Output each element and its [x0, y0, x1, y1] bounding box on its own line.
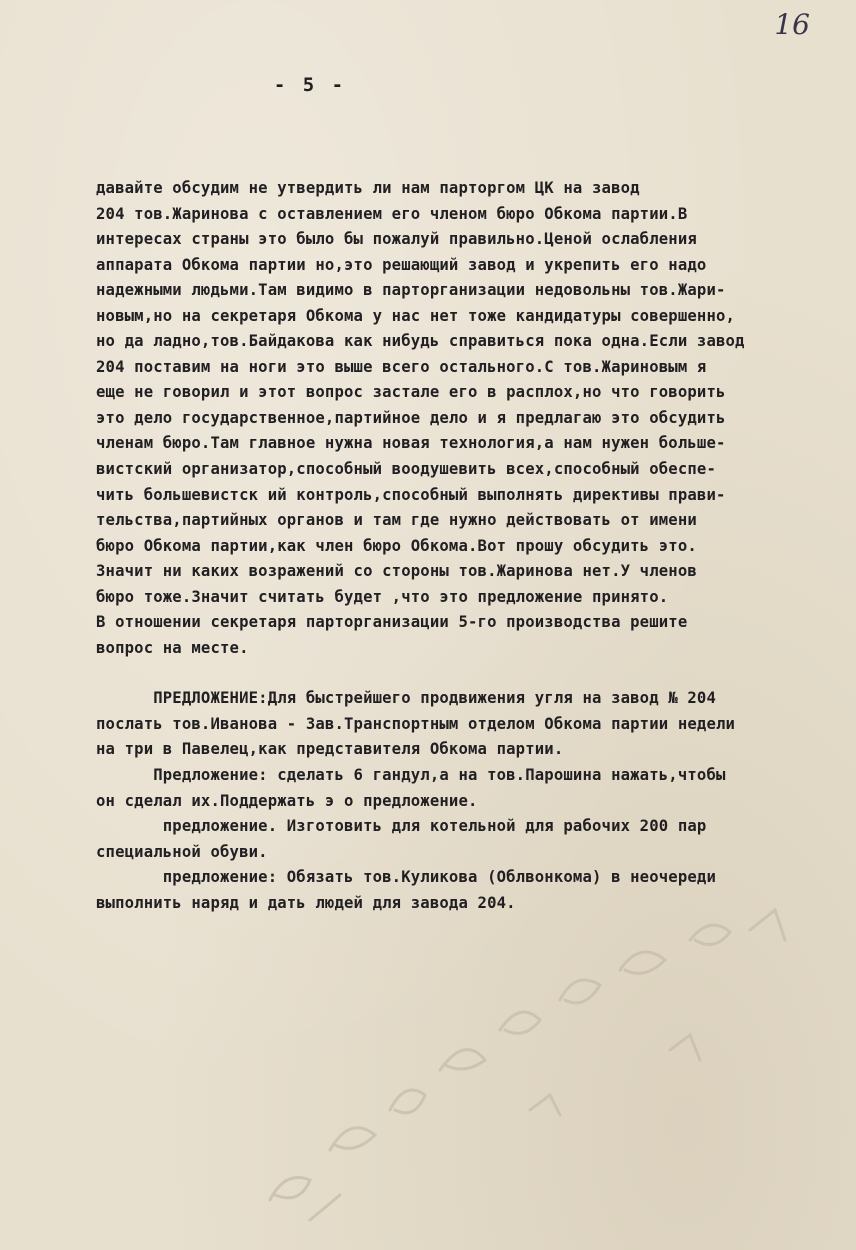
- text-line: Значит ни каких возражений со стороны тов.Жаринова нет.У членов: [96, 562, 697, 581]
- text-line: на три в Павелец,как представителя Обкома партии.: [96, 740, 564, 759]
- folio-number: 16: [774, 8, 810, 41]
- text-line: это дело государственное,партийное дело и я предлагаю это обсудить: [96, 408, 726, 427]
- text-line: предложение: Обязать тов.Куликова (Облвонкома) в неочереди: [96, 868, 716, 887]
- text-line: чить большевистск ий контроль,способный выполнять директивы прави-: [96, 485, 726, 504]
- text-line: В отношении секретаря парторганизации 5-го производства решите: [96, 613, 688, 632]
- text-line: он сделал их.Поддержать э о предложение.: [96, 791, 478, 810]
- text-line: еще не говорил и этот вопрос застале его в расплох,но что говорить: [96, 383, 726, 402]
- text-line: давайте обсудим не утвердить ли нам парторгом ЦК на завод: [96, 179, 640, 197]
- archive-watermark-icon: [250, 900, 850, 1230]
- text-line: тельства,партийных органов и там где нужно действовать от имени: [96, 511, 697, 530]
- text-line: выполнить наряд и дать людей для завода 204.: [96, 893, 516, 912]
- text-line: вистский организатор,способный воодушевить всех,способный обеспе-: [96, 460, 716, 479]
- text-line: специальной обуви.: [96, 842, 268, 861]
- text-line: но да ладно,тов.Байдакова как нибудь справиться пока одна.Если завод: [96, 332, 745, 351]
- text-line: надежными людьми.Там видимо в парторганизации недовольны тов.Жари-: [96, 281, 726, 300]
- text-line: новым,но на секретаря Обкома у нас нет тоже кандидатуры совершенно,: [96, 306, 736, 325]
- paragraph-gap: [96, 661, 836, 686]
- typed-text-body: [96, 176, 836, 916]
- text-line: 204 поставим на ноги это выше всего остального.С тов.Жариновым я: [96, 357, 707, 376]
- text-line: интересах страны это было бы пожалуй правильно.Ценой ослабления: [96, 230, 697, 249]
- text-line: предложение. Изготовить для котельной для рабочих 200 пар: [96, 817, 707, 836]
- text-line: бюро Обкома партии,как член бюро Обкома.Вот прошу обсудить это.: [96, 536, 697, 555]
- text-line: ПРЕДЛОЖЕНИЕ:Для быстрейшего продвижения угля на завод № 204: [96, 689, 716, 708]
- text-line: бюро тоже.Значит считать будет ,что это предложение принято.: [96, 587, 669, 606]
- text-line: послать тов.Иванова - Зав.Транспортным отделом Обкома партии недели: [96, 714, 736, 733]
- text-line: аппарата Обкома партии но,это решающий завод и укрепить его надо: [96, 255, 707, 274]
- text-line: членам бюро.Там главное нужна новая технология,а нам нужен больше-: [96, 434, 726, 453]
- text-line: 204 тов.Жаринова с оставлением его членом бюро Обкома партии.В: [96, 204, 688, 223]
- paragraph-discussion: [96, 176, 836, 661]
- paragraph-proposals: [96, 686, 836, 916]
- text-line: Предложение: сделать 6 гандул,а на тов.Парошина нажать,чтобы: [96, 766, 726, 785]
- page-number: - 5 -: [273, 74, 347, 96]
- text-line: вопрос на месте.: [96, 638, 249, 657]
